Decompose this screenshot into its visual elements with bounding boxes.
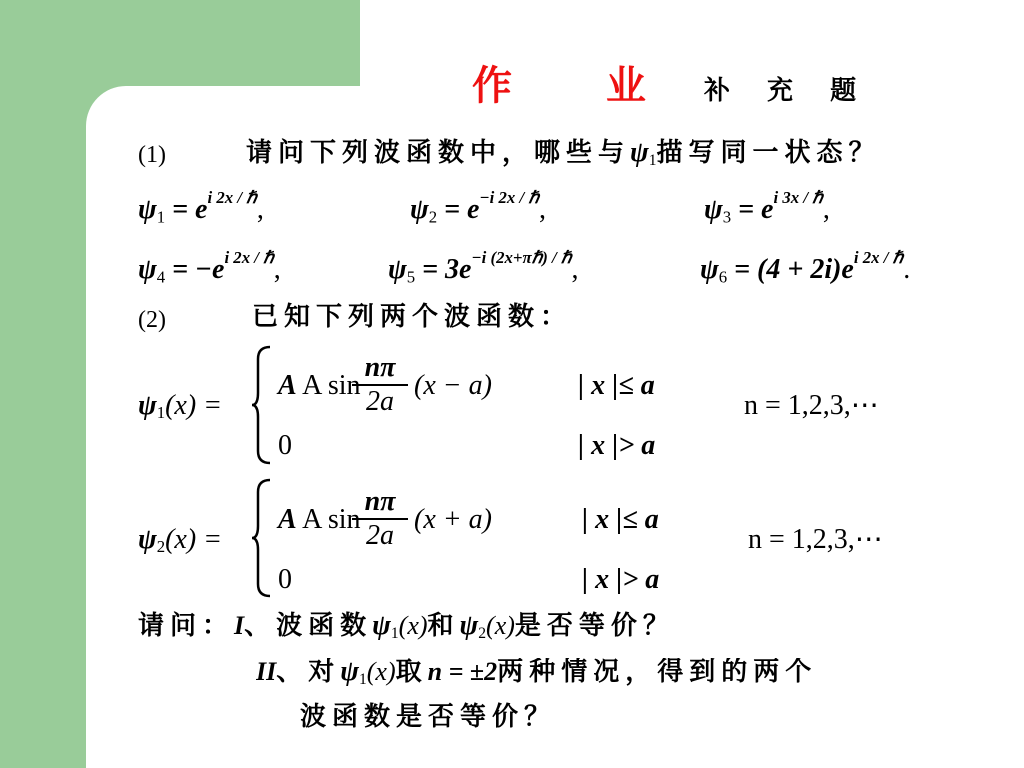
psi-3: $\psi_3 = e^{i 3x / \hbar}$, [704,188,830,227]
slide-subtitle: 补 充 题 [704,76,871,106]
f1-lhs: $\psi_1(x)$ = [138,390,223,423]
f2-case1-pre: A A sin [278,504,361,535]
f2-case1-post: (x + a) [414,504,492,535]
psi-2: $\psi_2 = e^{-i 2x / \hbar}$, [410,188,546,227]
f1-brace [250,345,274,465]
top-green-band [0,0,360,86]
psi-4: $\psi_4 = -e^{i 2x / \hbar}$, [138,248,281,287]
f2-n-range: n = 1,2,3,⋯ [748,524,883,555]
psi-5: $\psi_5 = 3e^{-i (2x+\pi\hbar) / \hbar}$, [388,248,579,287]
f1-cond1: | x |≤ a [578,370,655,401]
ask-line-2: II、对$\psi_1(x)$取n = ±2两种情况，得到的两个 [256,658,818,688]
f1-case1-pre: A A sin [278,370,361,401]
f2-brace [250,478,274,598]
q1-number: (1) [138,142,166,168]
psi-6: $\psi_6 = (4 + 2i)e^{i 2x / \hbar}$. [700,248,911,287]
q1-prompt: 请问下列波函数中，哪些与$\psi_1$描写同一状态？ [246,137,881,169]
f2-cond1: | x |≤ a [582,504,659,535]
f1-case2: 0 [278,430,292,461]
f1-n-range: n = 1,2,3,⋯ [744,390,879,421]
f2-case2: 0 [278,564,292,595]
q2-number: (2) [138,307,166,333]
q2-prompt: 已知下列两个波函数： [252,302,573,332]
f2-fraction: $\frac{n\pi}{2a}$ [352,486,408,552]
f1-cond2: | x |> a [578,430,656,461]
ask-line-3: 波函数是否等价？ [300,702,557,732]
f1-case1-post: (x − a) [414,370,492,401]
ask-line-1: 请问：I、波函数$\psi_1(x)$和$\psi_2(x)$是否等价？ [138,610,675,642]
left-green-band [0,0,86,768]
f2-cond2: | x |> a [582,564,660,595]
f2-lhs: $\psi_2(x)$ = [138,524,223,557]
psi-1: $\psi_1 = e^{i 2x / \hbar}$, [138,188,264,227]
slide-title: 作 业 [472,63,686,109]
f1-fraction: $\frac{n\pi}{2a}$ [352,352,408,418]
